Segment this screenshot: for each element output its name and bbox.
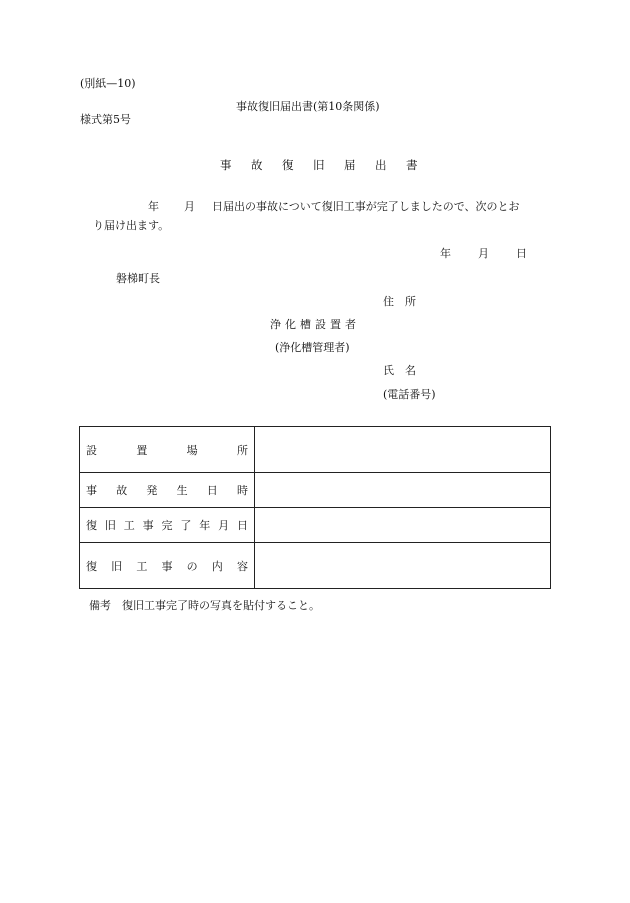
remarks-note: 備考 復旧工事完了時の写真を貼付すること。 (89, 599, 320, 612)
label-char: 日 (237, 519, 248, 532)
label-char: 月 (218, 519, 230, 532)
address-label: 住 所 (383, 295, 416, 308)
date-year: 年 (440, 247, 451, 260)
installer-label: 浄化槽設置者 (270, 318, 360, 331)
table-row (80, 543, 551, 589)
spread-label (86, 442, 248, 458)
date-day: 日 (516, 247, 527, 260)
addressee: 磐梯町長 (116, 272, 160, 285)
table-row (80, 473, 551, 508)
table-row (80, 427, 551, 473)
name-label: 氏 名 (383, 364, 416, 377)
attachment-label: (別紙—10) (80, 77, 136, 90)
label-char: 設 (86, 443, 97, 457)
label-char: 日 (206, 484, 218, 497)
form-table (79, 426, 551, 589)
spread-label (86, 558, 248, 574)
body-month: 月 (184, 200, 195, 213)
label-char: 事 (161, 559, 173, 573)
heading-char: 出 (375, 158, 387, 172)
heading-char: 届 (344, 158, 356, 172)
label-char: 復 (86, 519, 97, 532)
label-char: 場 (186, 443, 198, 457)
date-month: 月 (478, 247, 489, 260)
heading-char: 復 (282, 158, 294, 172)
label-char: 生 (176, 484, 188, 497)
row-label (80, 543, 255, 589)
label-char: 時 (236, 484, 248, 497)
body-text-line2: り届け出ます。 (93, 219, 170, 232)
label-char: 事 (86, 484, 97, 497)
label-char: 内 (211, 559, 223, 573)
label-char: 復 (86, 559, 97, 573)
label-char: 故 (116, 484, 128, 497)
body-text-line1 (148, 201, 520, 212)
label-char: 置 (136, 443, 148, 457)
row-label (80, 473, 255, 508)
heading-char: 旧 (313, 158, 325, 172)
label-char: 旧 (104, 519, 116, 532)
spread-label (86, 517, 248, 533)
heading-char: 書 (406, 158, 418, 172)
label-char: 完 (161, 519, 173, 532)
label-char: 年 (199, 519, 211, 532)
row-value-field[interactable] (255, 473, 551, 508)
label-char: 容 (236, 559, 248, 573)
heading-char: 事 (220, 158, 232, 172)
spread-label (86, 482, 248, 498)
row-value-field[interactable] (255, 508, 551, 543)
heading-char: 故 (251, 158, 263, 172)
table-row (80, 508, 551, 543)
body-year: 年 (148, 200, 159, 213)
phone-label: (電話番号) (383, 388, 436, 401)
row-value-field[interactable] (255, 427, 551, 473)
label-char: 旧 (111, 559, 123, 573)
label-char: 工 (123, 519, 135, 532)
label-char: 工 (136, 559, 148, 573)
label-char: 発 (146, 484, 158, 497)
body-text: 日届出の事故について復旧工事が完了しましたので、次のとお (212, 200, 520, 213)
row-label (80, 427, 255, 473)
label-char: 事 (142, 519, 154, 532)
form-number: 様式第5号 (80, 113, 131, 126)
label-char: 所 (236, 443, 248, 457)
label-char: の (186, 559, 198, 573)
label-char: 了 (180, 519, 192, 532)
manager-label: (浄化槽管理者) (275, 341, 350, 354)
document-heading (220, 160, 437, 172)
form-title: 事故復旧届出書(第10条関係) (236, 100, 380, 113)
row-label (80, 508, 255, 543)
row-value-field[interactable] (255, 543, 551, 589)
date-line (440, 248, 527, 259)
